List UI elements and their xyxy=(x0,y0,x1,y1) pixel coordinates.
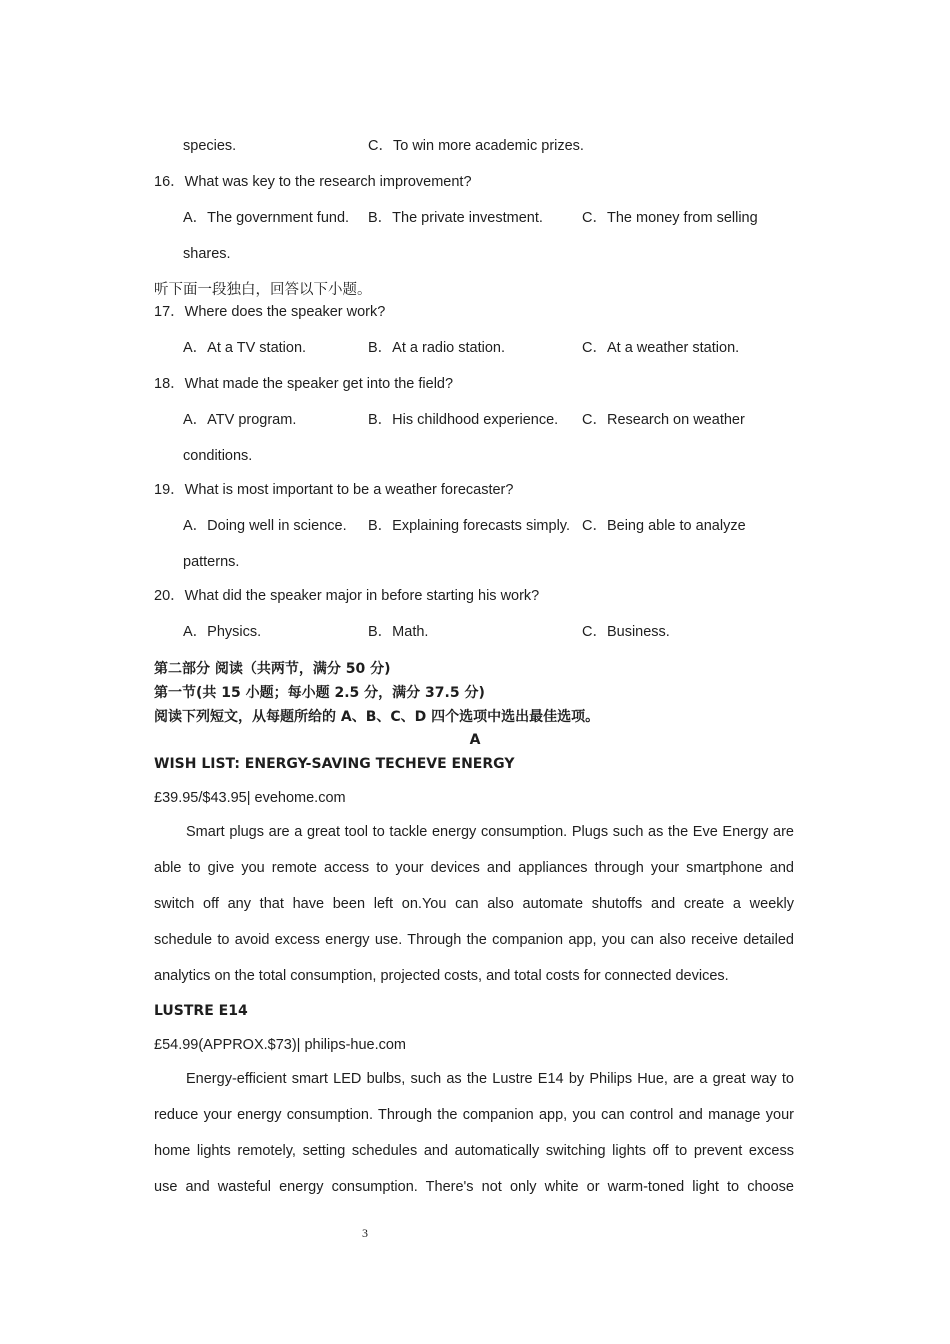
item2-line-2: reduce your energy consumption. Through the companion app, you can control and manage your xyxy=(154,1107,794,1123)
q19-continuation: patterns. xyxy=(183,554,240,570)
monologue-instruction: 听下面一段独白，回答以下小题。 xyxy=(154,282,372,298)
q19-option-a: A．Doing well in science. xyxy=(183,518,347,534)
item1-line-1: Smart plugs are a great tool to tackle energy consumption. Plugs such as the Eve Energy are xyxy=(186,824,794,840)
q20-option-b: B．Math. xyxy=(368,624,429,640)
q16-option-b: B．The private investment. xyxy=(368,210,543,226)
item1-price: £39.95/$43.95| evehome.com xyxy=(154,790,346,806)
q19-option-c: C．Being able to analyze xyxy=(582,518,746,534)
q18-option-b: B．His childhood experience. xyxy=(368,412,559,428)
q20-option-c: C．Business. xyxy=(582,624,670,640)
item2-title: LUSTRE E14 xyxy=(154,1003,248,1019)
q16-option-c: C．The money from selling xyxy=(582,210,758,226)
q15-continuation: species. xyxy=(183,138,237,154)
q18-option-a: A．ATV program. xyxy=(183,412,297,428)
section1-heading: 第一节(共 15 小题；每小题 2.5 分，满分 37.5 分) xyxy=(154,685,485,701)
item1-line-2: able to give you remote access to your devices and appliances through your smartphone and xyxy=(154,860,794,876)
item1-line-3: switch off any that have been left on.You can also automate shutoffs and create a weekly xyxy=(154,896,794,912)
q16-continuation: shares. xyxy=(183,246,231,262)
passage-letter: A xyxy=(469,732,481,748)
part2-heading: 第二部分 阅读（共两节，满分 50 分) xyxy=(154,661,391,677)
item2-line-1: Energy-efficient smart LED bulbs, such as the Lustre E14 by Philips Hue, are a great way to xyxy=(186,1071,794,1087)
item2-price: £54.99(APPROX.$73)| philips-hue.com xyxy=(154,1037,407,1053)
q17-stem: 17．Where does the speaker work? xyxy=(154,304,386,320)
q15-option-c: C．To win more academic prizes. xyxy=(368,138,584,154)
q20-stem: 20．What did the speaker major in before starting his work? xyxy=(154,588,540,604)
q19-option-b: B．Explaining forecasts simply. xyxy=(368,518,571,534)
q18-option-c: C．Research on weather xyxy=(582,412,745,428)
q16-option-a: A．The government fund. xyxy=(183,210,350,226)
q16-stem: 16．What was key to the research improvement? xyxy=(154,174,472,190)
item2-line-3: home lights remotely, setting schedules and automatically switching lights off to prevent excess xyxy=(154,1143,794,1159)
item1-title: WISH LIST: ENERGY-SAVING TECHEVE ENERGY xyxy=(154,756,515,772)
q18-continuation: conditions. xyxy=(183,448,253,464)
q17-option-c: C．At a weather station. xyxy=(582,340,740,356)
q20-option-a: A．Physics. xyxy=(183,624,262,640)
item2-line-4: use and wasteful energy consumption. There's not only white or warm-toned light to choose xyxy=(154,1179,794,1195)
q17-option-a: A．At a TV station. xyxy=(183,340,307,356)
item1-line-4: schedule to avoid excess energy use. Through the companion app, you can also receive detailed xyxy=(154,932,794,948)
page-number: 3 xyxy=(362,1226,368,1240)
q19-stem: 19．What is most important to be a weather forecaster? xyxy=(154,482,514,498)
q18-stem: 18．What made the speaker get into the field? xyxy=(154,376,454,392)
reading-instruction: 阅读下列短文，从每题所给的 A、B、C、D 四个选项中选出最佳选项。 xyxy=(154,709,600,725)
item1-line-5: analytics on the total consumption, projected costs, and total costs for connected devices. xyxy=(154,968,729,984)
q17-option-b: B．At a radio station. xyxy=(368,340,506,356)
